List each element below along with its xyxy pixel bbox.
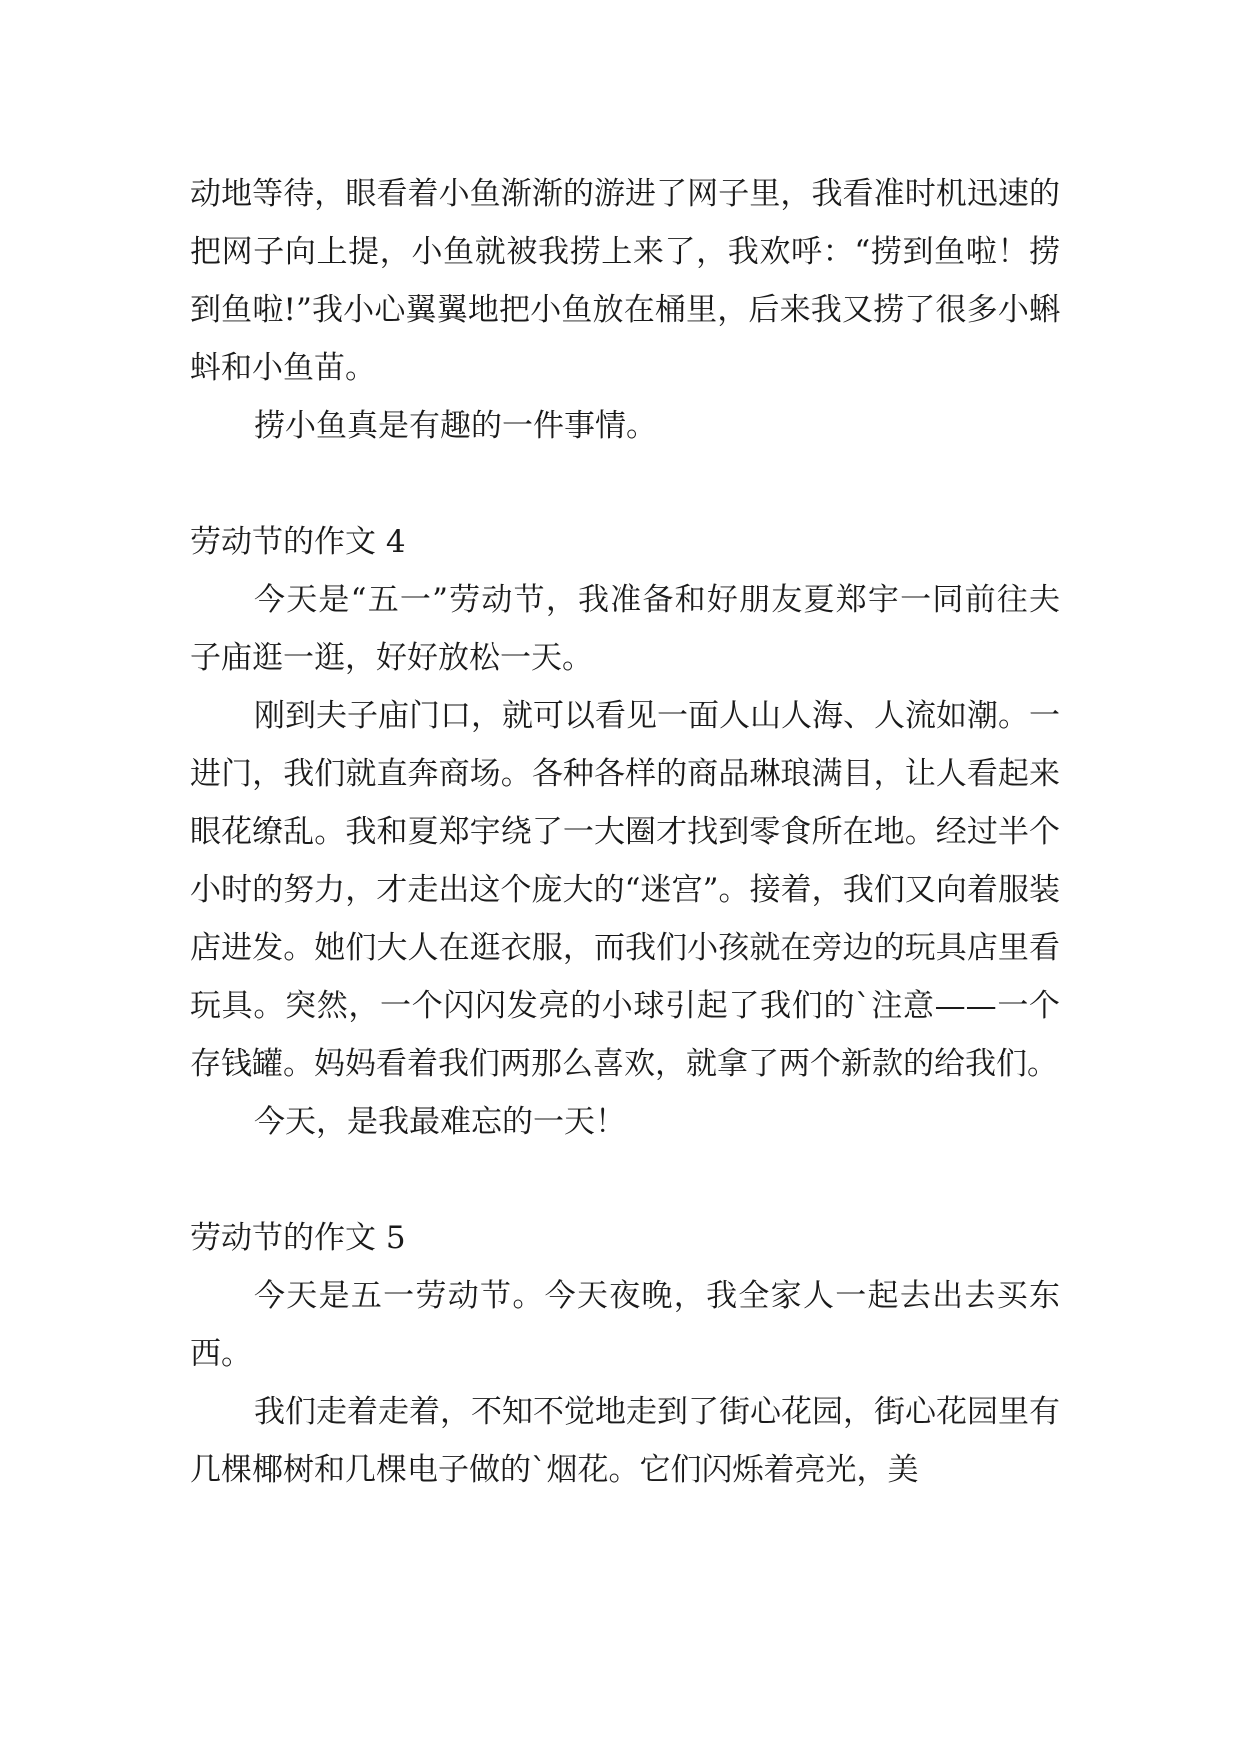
essay-title: 劳动节的作文 4 <box>190 524 406 560</box>
essay-title: 劳动节的作文 5 <box>190 1220 406 1256</box>
paragraph: 我们走着走着，不知不觉地走到了街心花园，街心花园里有几棵椰树和几棵电子做的`烟花。它们闪烁着亮光，美 <box>190 1394 1060 1488</box>
section-gap <box>190 455 1060 513</box>
document-body <box>190 165 1060 1499</box>
paragraph: 刚到夫子庙门口，就可以看见一面人山人海、人流如潮。一进门，我们就直奔商场。各种各样的商品琳琅满目，让人看起来眼花缭乱。我和夏郑宇绕了一大圈才找到零食所在地。经过半个小时的努力，才走出这个庞大的“迷宫”。接着，我们又向着服装店进发。她们大人在逛衣服，而我们小孩就在旁边的玩具店里看玩具。突然，一个闪闪发亮的小球引起了我们的`注意——一个存钱罐。妈妈看着我们两那么喜欢，就拿了两个新款的给我们。 <box>190 698 1060 1082</box>
paragraph: 今天是五一劳动节。今天夜晚，我全家人一起去出去买东西。 <box>190 1278 1060 1372</box>
paragraph: 今天是“五一”劳动节，我准备和好朋友夏郑宇一同前往夫子庙逛一逛，好好放松一天。 <box>190 582 1060 676</box>
paragraph: 动地等待，眼看着小鱼渐渐的游进了网子里，我看准时机迅速的把网子向上提，小鱼就被我捞上来了，我欢呼：“捞到鱼啦！捞到鱼啦!”我小心翼翼地把小鱼放在桶里，后来我又捞了很多小蝌蚪和小鱼苗。 <box>190 176 1060 386</box>
paragraph: 今天，是我最难忘的一天！ <box>254 1104 626 1140</box>
paragraph: 捞小鱼真是有趣的一件事情。 <box>254 408 657 444</box>
section-gap <box>190 1151 1060 1209</box>
